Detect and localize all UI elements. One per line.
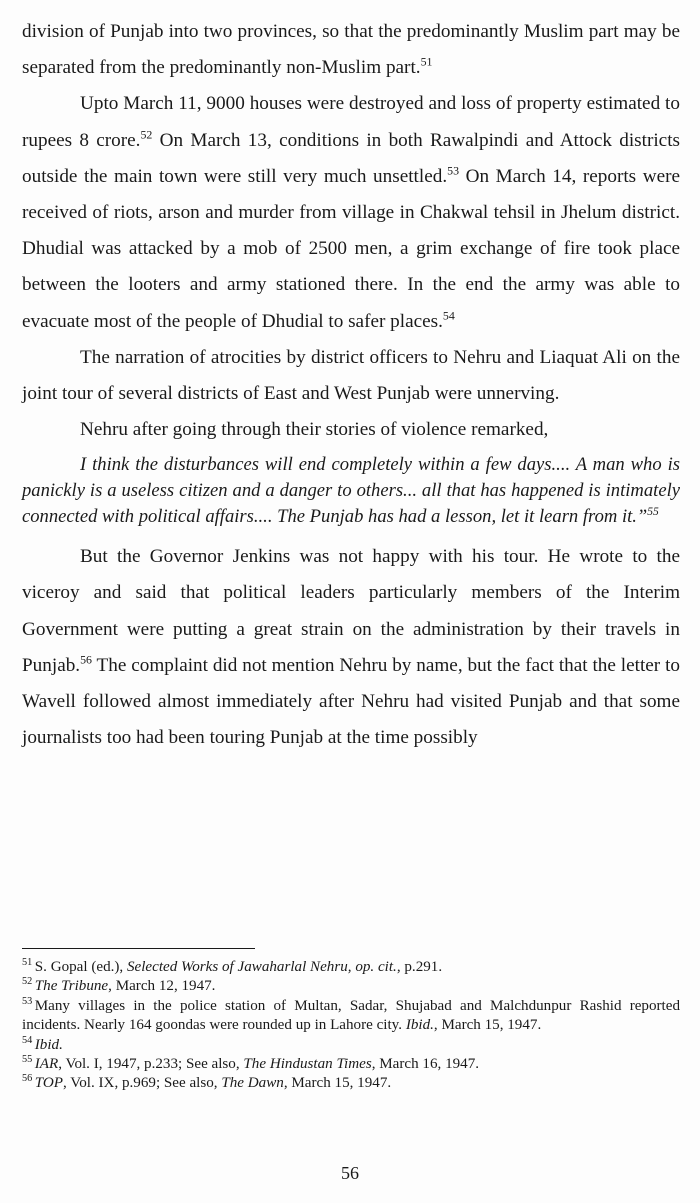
footnote-item (22, 958, 680, 977)
paragraph-3-text: The narration of atrocities by district officers to Nehru and Liaquat Ali on the joint tour of several districts of East and West Punjab were unnerving. (22, 346, 680, 405)
footnote-text-part: , March 15, 1947. (433, 1017, 542, 1034)
paragraph-continuation (22, 14, 680, 86)
footnote-italic-part: The Tribune (34, 978, 109, 995)
footnote-italic-part: IAR (34, 1056, 59, 1073)
footnote-italic-part: TOP (34, 1075, 63, 1092)
paragraph-narration (22, 340, 680, 412)
footnote-marker-56: 56 (80, 652, 92, 667)
footnote-separator-rule (22, 948, 255, 949)
footnote-text-part: , p.291. (396, 959, 443, 975)
footnote-marker-54: 54 (442, 308, 455, 323)
footnote-italic-part: Ibid. (34, 1036, 63, 1053)
blockquote-nehru (22, 448, 680, 529)
footnote-item (22, 1055, 680, 1074)
footnote-number: 51 (22, 956, 33, 968)
paragraph-5-segment-1: But the Governor Jenkins was not happy with his tour. He wrote to the viceroy and said that political leaders particularly members of the Interim Government were putting a great strain on the administration by their travels in Punjab. (22, 546, 680, 676)
footnote-number: 54 (22, 1034, 33, 1046)
paragraph-2-segment-3: On March 14, reports were received of riots, arson and murder from village in Chakwal tehsil in Jhelum district. Dhudial was attacked by a mob of 2500 men, a grim exchange of fire took place between the looters and army stationed there. In the end the army was able to evacuate most of the people of Dhudial to safer places. (22, 165, 680, 332)
paragraph-2-segment-1: Upto March 11, 9000 houses were destroyed and loss of property estimated to rupees 8 crore. (22, 93, 680, 151)
paragraph-governor-jenkins (22, 529, 680, 756)
footnote-italic-part: The Dawn (221, 1075, 284, 1092)
footnote-text-part: , Vol. I, 1947, p.233; See also, (58, 1056, 244, 1073)
footnote-marker-55: 55 (647, 505, 659, 518)
footnote-marker-52: 52 (140, 127, 153, 142)
footnote-number: 55 (22, 1054, 33, 1065)
paragraph-5-segment-2: The complaint did not mention Nehru by name, but the fact that the letter to Wavell followed almost immediately after Nehru had visited Punjab and that some journalists too had been touring Punjab at the time possibly (22, 654, 680, 749)
footnote-number: 52 (22, 976, 33, 988)
paragraph-4-text: Nehru after going through their stories of violence remarked, (80, 419, 549, 441)
page-number: 56 (341, 1163, 359, 1183)
footnote-item (22, 1074, 680, 1093)
footnote-text-part: , March 16, 1947. (371, 1056, 480, 1073)
footnote-text-part: , March 12, 1947. (108, 978, 216, 995)
footnote-item (22, 977, 680, 996)
footnote-item (22, 1036, 680, 1055)
page-body-content (22, 14, 680, 756)
footnote-text-part: S. Gopal (ed.), (34, 959, 127, 975)
footnote-italic-part: Ibid. (405, 1017, 434, 1034)
paragraph-2-segment-2: On March 13, conditions in both Rawalpindi and Attock districts outside the main town were still very much unsettled. (22, 129, 680, 187)
paragraph-nehru-remarked (22, 412, 680, 448)
footnote-marker-53: 53 (447, 163, 460, 178)
footnote-marker-51: 51 (420, 54, 433, 69)
footnote-area (22, 948, 680, 1094)
blockquote-text: I think the disturbances will end completely within a few days.... A man who is panickly is a useless citizen and a danger to others... all that has happened is intimately connected with political affairs.... The Punjab has had a lesson, let it learn from it.” (22, 454, 680, 527)
footnote-text-part: Many villages in the police station of Multan, Sadar, Shujabad and Malchdunpur Rashid reported incidents. Nearly 164 goondas were rounded up in Lahore city. (22, 997, 680, 1034)
footnote-italic-part: Selected Works of Jawaharlal Nehru, op. cit. (126, 959, 397, 975)
footnote-number: 53 (22, 995, 33, 1007)
footnote-italic-part: The Hindustan Times (243, 1056, 372, 1073)
footnote-item (22, 997, 680, 1036)
footnote-number: 56 (22, 1073, 33, 1085)
footnote-text-part: , March 15, 1947. (283, 1075, 392, 1092)
footnote-text-part: , Vol. IX, p.969; See also, (63, 1075, 222, 1092)
paragraph-upto-march (22, 86, 680, 339)
paragraph-1-text: division of Punjab into two provinces, so that the predominantly Muslim part may be separated from the predominantly non-Muslim part. (22, 21, 680, 79)
